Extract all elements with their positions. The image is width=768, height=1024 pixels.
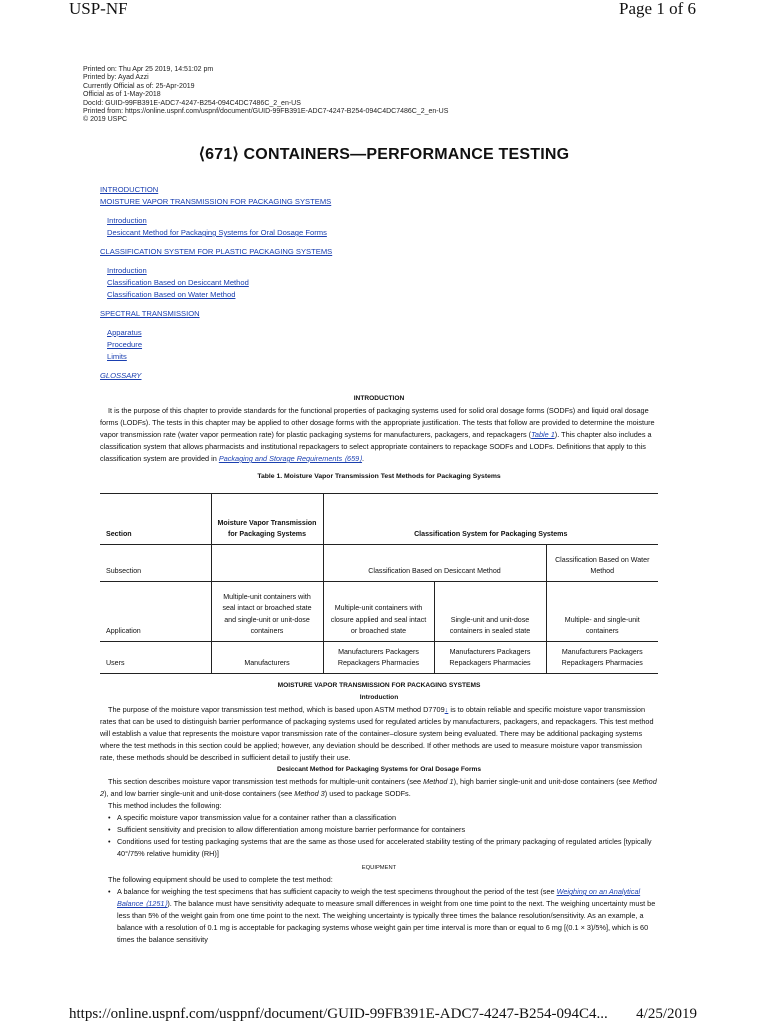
toc-link-class-desiccant[interactable]: Classification Based on Desiccant Method <box>107 278 249 287</box>
table-cell: Users <box>100 642 211 674</box>
toc-link-class-introduction[interactable]: Introduction <box>107 266 147 275</box>
includes-list <box>100 812 658 860</box>
toc-link-spectral[interactable]: SPECTRAL TRANSMISSION <box>100 309 200 318</box>
toc-link-mvt[interactable]: MOISTURE VAPOR TRANSMISSION FOR PACKAGING SYSTEMS <box>100 197 332 206</box>
table-row <box>100 582 658 642</box>
toc-link-glossary[interactable]: GLOSSARY <box>100 371 142 380</box>
meta-line: © 2019 USPC <box>83 116 128 124</box>
subsection-heading: Desiccant Method for Packaging Systems for Oral Dosage Forms <box>276 766 482 773</box>
table-cell: Manufacturers Packagers Repackagers Pharmacies <box>434 642 546 674</box>
toc-link-classification[interactable]: CLASSIFICATION SYSTEM FOR PLASTIC PACKAGING SYSTEMS <box>100 247 333 256</box>
table-cell: Single-unit and unit-dose containers in sealed state <box>434 582 546 642</box>
mvt-paragraph: The purpose of the moisture vapor transmission test method, which is based upon ASTM method D7709↓ is to obtain reliable and specific moisture vapor transmission rates that can be used to distinguish barrier performance of packaging systems used for regulated articles by manufacturers, packagers, and repackagers. This test method will establish a value that represents the moisture vapor transmission rate of the container–closure system being evaluated. There may be additional packaging systems where the test methods in this section could be applied; however, any deviation should be described. If other methods are used to measure moisture vapor transmission rate, these methods should be described in sufficient detail to justify their use. <box>100 705 654 762</box>
table-row <box>100 494 658 545</box>
table-caption: Table 1. Moisture Vapor Transmission Test Methods for Packaging Systems <box>257 473 501 480</box>
footer-date: 4/25/2019 <box>636 1006 697 1022</box>
toc-link-desiccant-method[interactable]: Desiccant Method for Packaging Systems for Oral Dosage Forms <box>107 228 327 237</box>
section-heading: MOISTURE VAPOR TRANSMISSION FOR PACKAGING SYSTEMS <box>277 682 481 689</box>
toc-link-limits[interactable]: Limits <box>107 352 127 361</box>
table-of-contents <box>100 185 332 380</box>
chapter-title: ⟨671⟩ CONTAINERS—PERFORMANCE TESTING <box>198 146 570 163</box>
footnote-link[interactable]: ↓ <box>444 705 449 714</box>
meta-line: DocId: GUID-99FB391E-ADC7-4247-B254-094C4DC7486C_2_en-US <box>83 99 301 107</box>
table-1 <box>100 493 658 674</box>
includes-text: This method includes the following: <box>108 801 222 810</box>
toc-link-procedure[interactable]: Procedure <box>107 340 143 349</box>
subsection-heading: Introduction <box>359 694 399 701</box>
table-cell: Multiple-unit containers with closure applied and seal intact or broached state <box>323 582 434 642</box>
table1-link[interactable]: Table 1 <box>531 430 555 439</box>
table-cell: Multiple-unit containers with seal intact or broached state and single-unit or unit-dose containers <box>211 582 323 642</box>
introduction-section <box>100 393 658 465</box>
table-cell: Classification Based on Water Method <box>546 545 658 582</box>
footer-url: https://online.uspnf.com/usppnf/document/GUID-99FB391E-ADC7-4247-B254-094C4... <box>69 1006 608 1022</box>
header-site: USP-NF <box>69 0 128 18</box>
table-cell: Classification Based on Desiccant Method <box>323 545 546 582</box>
list-item: • A specific moisture vapor transmission value for a container rather than a classification <box>108 812 658 824</box>
table-row <box>100 545 658 582</box>
list-item: • Sufficient sensitivity and precision to allow differentiation among moisture barrier performance for containers <box>108 824 658 836</box>
meta-line: Printed on: Thu Apr 25 2019, 14:51:02 pm <box>83 66 214 73</box>
equipment-intro: The following equipment should be used to complete the test method: <box>108 875 333 884</box>
table-cell: Moisture Vapor Transmission for Packaging Systems <box>211 494 323 545</box>
weighing-balance-link[interactable]: Weighing on an Analytical Balance ⟨1251⟩ <box>117 887 641 908</box>
toc-link-class-water[interactable]: Classification Based on Water Method <box>107 290 236 299</box>
toc-link-mvt-introduction[interactable]: Introduction <box>107 216 147 225</box>
table-cell: Classification System for Packaging Systems <box>323 494 658 545</box>
meta-line: Printed by: Ayad Azzi <box>83 74 149 82</box>
table-cell: Manufacturers Packagers Repackagers Pharmacies <box>546 642 658 674</box>
table-cell: Subsection <box>100 545 211 582</box>
intro-paragraph: It is the purpose of this chapter to provide standards for the functional properties of packaging systems used for solid oral dosage forms (SODFs) and liquid oral dosage forms (LODFs). The tests in this chapter may be applied to other dosage forms with the appropriate justification. The tests that follow are provided to determine the moisture vapor transmission rate (water vapor permeation rate) for plastic packaging systems for manufacturers, packagers, and repackagers (Table 1). This chapter also includes a classification system that allows pharmacists and institutional repackagers to select appropriate containers to repackage SODFs and LODFs. Definitions that apply to this classification system are provided in Packaging and Storage Requirements ⟨659⟩. <box>100 406 655 463</box>
toc-link-introduction[interactable]: INTRODUCTION <box>100 185 159 194</box>
list-item: • Conditions used for testing packaging systems that are the same as those used for accelerated stability testing of the primary packaging of regulated articles [typically 40°/75% relative humidity (RH)] <box>108 836 658 860</box>
table-cell: Section <box>100 494 211 545</box>
meta-line: Official as of 1-May-2018 <box>83 91 161 99</box>
print-metadata <box>83 66 448 125</box>
desiccant-paragraph: This section describes moisture vapor transmission test methods for multiple-unit containers (see Method 1), high barrier single-unit and unit-dose containers (see Method 2), and low barrier single-unit and unit-dose containers (see Method 3) used to package SODFs. <box>100 777 657 798</box>
section-heading: INTRODUCTION <box>353 395 405 402</box>
packaging-requirements-link[interactable]: Packaging and Storage Requirements ⟨659⟩ <box>218 454 363 463</box>
table-row <box>100 642 658 674</box>
list-item: • A balance for weighing the test specimens that has sufficient capacity to weigh the test specimens throughout the period of the test (see Weighing on an Analytical Balance ⟨1251⟩). The balance must have sensitivity adequate to measure small differences in weight from one time point to the next. The weighing uncertainty must be less than 5% of the weight gain from one time point to the next. The weighing uncertainty is typically three times the balance resolution/sensitivity. As an example, a balance with a resolution of 0.1 mg is acceptable for packaging systems whose weight gain per time interval is more than or equal to 6 mg [(0.1 × 3)/5%], which is 60 times the balance sensitivity <box>108 886 658 946</box>
equipment-list <box>100 886 658 946</box>
meta-line: Printed from: https://online.uspnf.com/uspnf/document/GUID-99FB391E-ADC7-4247-B254-094C4DC7486C_2_en-US <box>83 108 449 116</box>
toc-link-apparatus[interactable]: Apparatus <box>107 328 142 337</box>
table-caption-wrap <box>100 471 658 483</box>
table-cell: Manufacturers <box>211 642 323 674</box>
header-page-number: Page 1 of 6 <box>619 0 696 18</box>
table-cell: Application <box>100 582 211 642</box>
table-cell <box>211 545 323 582</box>
table-cell: Manufacturers Packagers Repackagers Pharmacies <box>323 642 434 674</box>
mvt-section <box>100 680 658 946</box>
equipment-heading: EQUIPMENT <box>361 865 397 871</box>
meta-line: Currently Official as of: 25-Apr-2019 <box>83 82 195 90</box>
table-cell: Multiple- and single-unit containers <box>546 582 658 642</box>
